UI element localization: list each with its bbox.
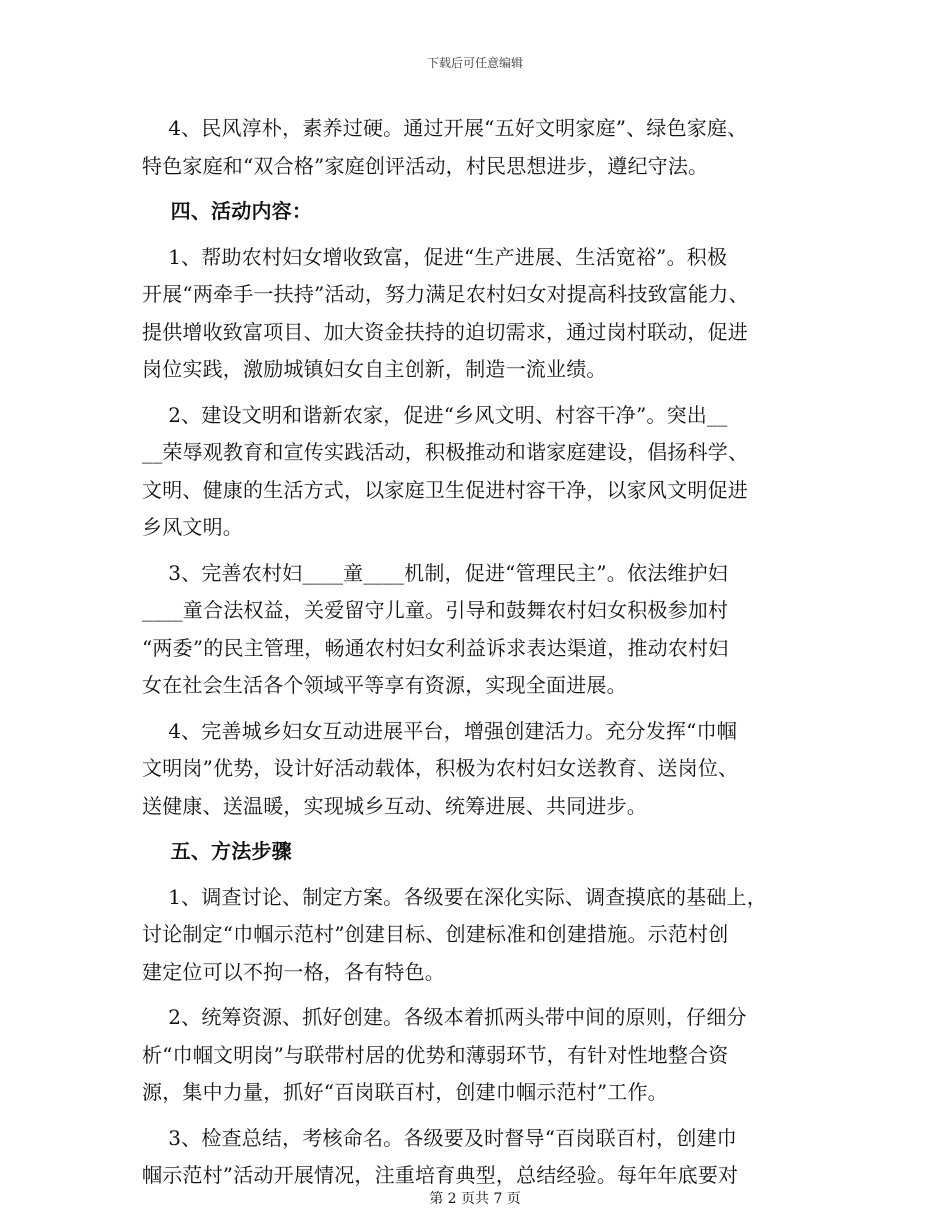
body-text-line: __荣辱观教育和宣传实践活动，积极推动和谐家庭建设，倡扬科学、 — [142, 440, 749, 464]
body-text-line: 4、完善城乡妇女互动进展平台，增强创建活力。充分发挥“巾帼 — [142, 718, 737, 743]
body-text-line: 1、调查讨论、制定方案。各级要在深化实际、调查摸底的基础上， — [142, 884, 767, 909]
body-text-line: 文明、健康的生活方式，以家庭卫生促进村容干净，以家风文明促进 — [142, 477, 748, 502]
body-text-line: 2、建设文明和谐新农家，促进“乡风文明、村容干净”。突出__ — [142, 402, 728, 427]
body-text-line: 3、检查总结，考核命名。各级要及时督导“百岗联百村，创建巾 — [142, 1125, 737, 1150]
page-footer: 第 2 页共 7 页 — [429, 1191, 521, 1207]
document-body — [142, 110, 812, 1195]
body-text-line: 特色家庭和“双合格”家庭创评活动，村民思想进步，遵纪守法。 — [142, 153, 709, 178]
body-text-line: 析“巾帼文明岗”与联带村居的优势和薄弱环节，有针对性地整合资 — [142, 1042, 729, 1067]
body-text-line: 文明岗”优势，设计好活动载体，积极为农村妇女送教育、送岗位、 — [142, 756, 739, 780]
body-text-line: 送健康、送温暖，实现城乡互动、统筹进展、共同进步。 — [142, 793, 647, 818]
body-text-line: 帼示范村”活动开展情况，注重培育典型，总结经验。每年年底要对 — [142, 1163, 739, 1187]
body-text-line: 乡风文明。 — [142, 515, 243, 539]
body-text-line: 岗位实践，激励城镇妇女自主创新，制造一流业绩。 — [142, 357, 607, 381]
body-text-line: 4、民风淳朴，素养过硬。通过开展“五好文明家庭”、绿色家庭、 — [142, 116, 748, 140]
body-text-line: 1、帮助农村妇女增收致富，促进“生产进展、生活宽裕”。积极 — [142, 244, 728, 269]
body-text-line: 源，集中力量，抓好“百岗联百村，创建巾帼示范村”工作。 — [142, 1080, 668, 1104]
body-text-line: 3、完善农村妇____童____机制，促进“管理民主”。依法维护妇 — [142, 560, 729, 585]
page-header: 下载后可任意编辑 — [426, 56, 523, 70]
body-text-line: “两委”的民主管理，畅通农村妇女利益诉求表达渠道，推动农村妇 — [142, 635, 729, 660]
section-heading: 四、活动内容： — [142, 199, 313, 223]
body-text-line: 提供增收致富项目、加大资金扶持的迫切需求，通过岗村联动，促进 — [142, 319, 748, 344]
body-text-line: 讨论制定“巾帼示范村”创建目标、创建标准和创建措施。示范村创 — [142, 922, 729, 946]
body-text-line: 女在社会生活各个领域平等享有资源，实现全面进展。 — [142, 673, 627, 697]
section-heading: 五、方法步骤 — [142, 839, 292, 863]
body-text-line: 开展“两牵手一扶持”活动，努力满足农村妇女对提高科技致富能力、 — [142, 282, 749, 306]
body-text-line: 2、统筹资源、抓好创建。各级本着抓两头带中间的原则，仔细分 — [142, 1005, 747, 1029]
body-text-line: 建定位可以不拘一格，各有特色。 — [142, 959, 445, 984]
body-text-line: ____童合法权益，关爱留守儿童。引导和鼓舞农村妇女积极参加村 — [142, 598, 729, 622]
